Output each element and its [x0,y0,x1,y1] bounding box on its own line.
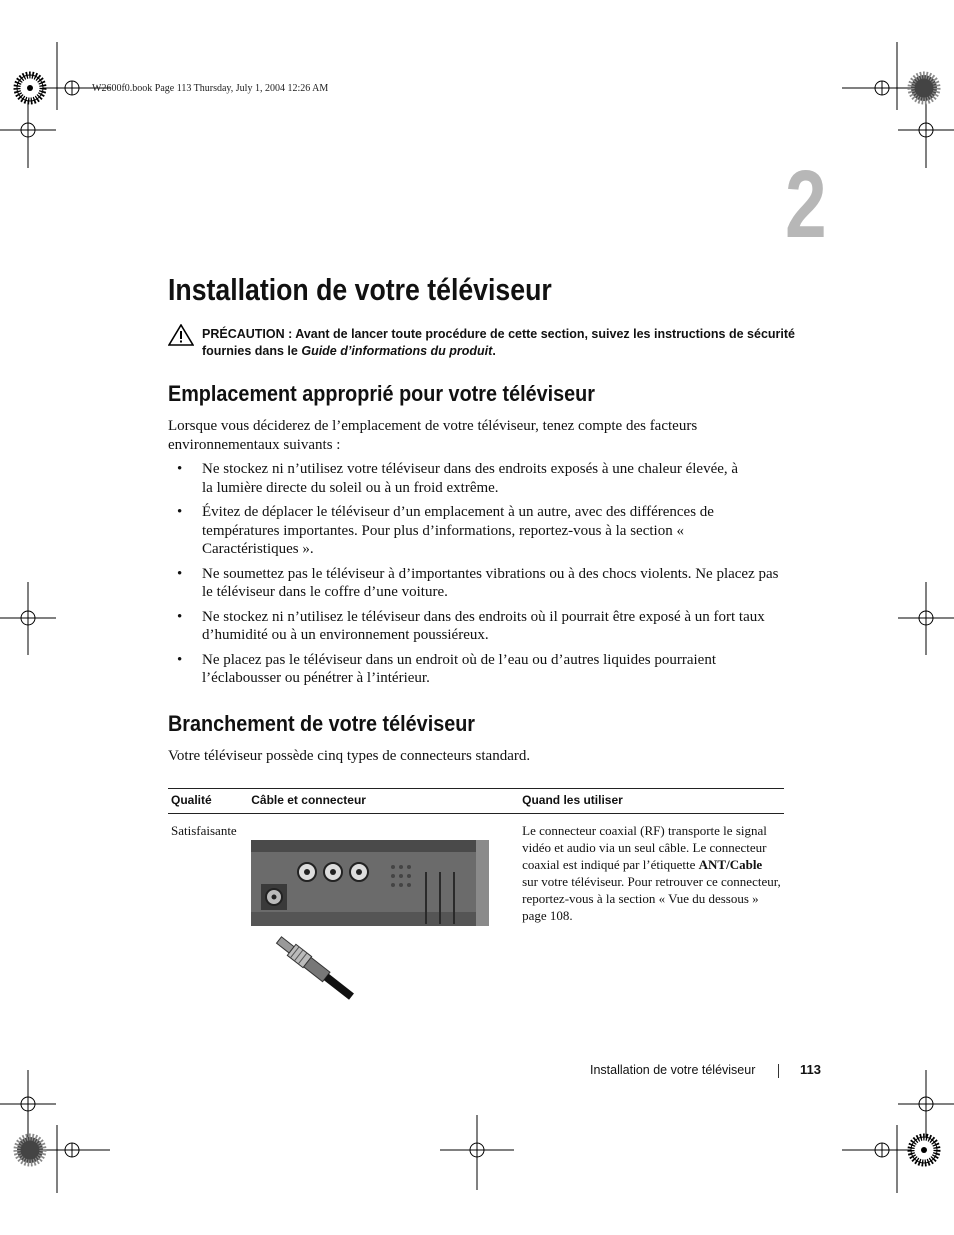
column-header-quality: Qualité [168,789,248,814]
column-header-cable: Câble et connecteur [248,789,519,814]
table-row [168,814,784,1016]
caution-body: Avant de lancer toute procédure de cette section, suivez les instructions de sécurité fournies dans le [202,327,795,358]
quality-cell: Satisfaisante [171,823,237,838]
list-item: • Ne stockez ni n’utilisez le téléviseur dans des endroits où il pourrait être exposé à un fort taux d’humidité ou à un environnement poussiéreux. [177,608,765,643]
bullet-mark: • [177,608,183,625]
page-number: 113 [800,1062,821,1077]
bullet-mark: • [177,651,183,668]
caution-label: PRÉCAUTION : [202,327,293,341]
table-header-row [168,789,784,814]
page-title: Installation de votre téléviseur [168,272,552,307]
chapter-number: 2 [785,151,826,258]
location-bullet-list [168,460,788,694]
cable-cell [248,814,519,1016]
list-item: • Ne stockez ni n’utilisez votre téléviseur dans des endroits exposés à une chaleur élevée, à la lumière directe du soleil ou à un froid extrême. [177,461,739,496]
footer-title: Installation de votre téléviseur [590,1063,756,1077]
ant-cable-label: ANT/Cable [698,857,763,872]
footer-divider [778,1064,779,1078]
caution-guide-link: Guide d’informations du produit [301,344,493,358]
caution-end: . [492,344,496,358]
section-heading-location: Emplacement approprié pour votre téléviseur [168,381,595,406]
section-intro-connection: Votre téléviseur possède cinq types de connecteurs standard. [168,748,531,764]
column-header-usage: Quand les utiliser [519,789,784,814]
connector-table [168,788,784,1015]
bullet-mark: • [177,461,183,477]
print-header: W2600f0.book Page 113 Thursday, July 1, 2004 12:26 AM [92,83,329,94]
list-item: • Ne placez pas le téléviseur dans un endroit où de l’eau ou d’autres liquides pourraient l’éclabousser ou pénétrer à l’intérieur. [177,651,716,686]
caution-text [202,326,822,360]
list-item: • Ne soumettez pas le téléviseur à d’importantes vibrations ou à des chocs violents. Ne placez pas le téléviseur dans le coffre d’une voiture. [177,565,779,600]
warning-triangle-icon [168,324,194,346]
usage-cell: Le connecteur coaxial (RF) transporte le signal vidéo et audio via un seul câble. Le connecteur coaxial est indiqué par l’étiquette ANT/Cable sur votre téléviseur. Pour retrouver ce connecteur, reportez-vous à la section « Vue du dessous » page 108. [522,823,781,923]
section-intro-location: Lorsque vous déciderez de l’emplacement de votre téléviseur, tenez compte des facteurs environnementaux suivants : [168,418,698,453]
coaxial-connector-illustration [251,832,491,1007]
bullet-mark: • [177,565,183,582]
list-item: • Évitez de déplacer le téléviseur d’un emplacement à un autre, avec des différences de températures importantes. Pour plus d’informations, reportez-vous à la section « Caractéristiques ». [177,504,714,557]
bullet-mark: • [177,504,183,520]
section-heading-connection: Branchement de votre téléviseur [168,711,476,736]
